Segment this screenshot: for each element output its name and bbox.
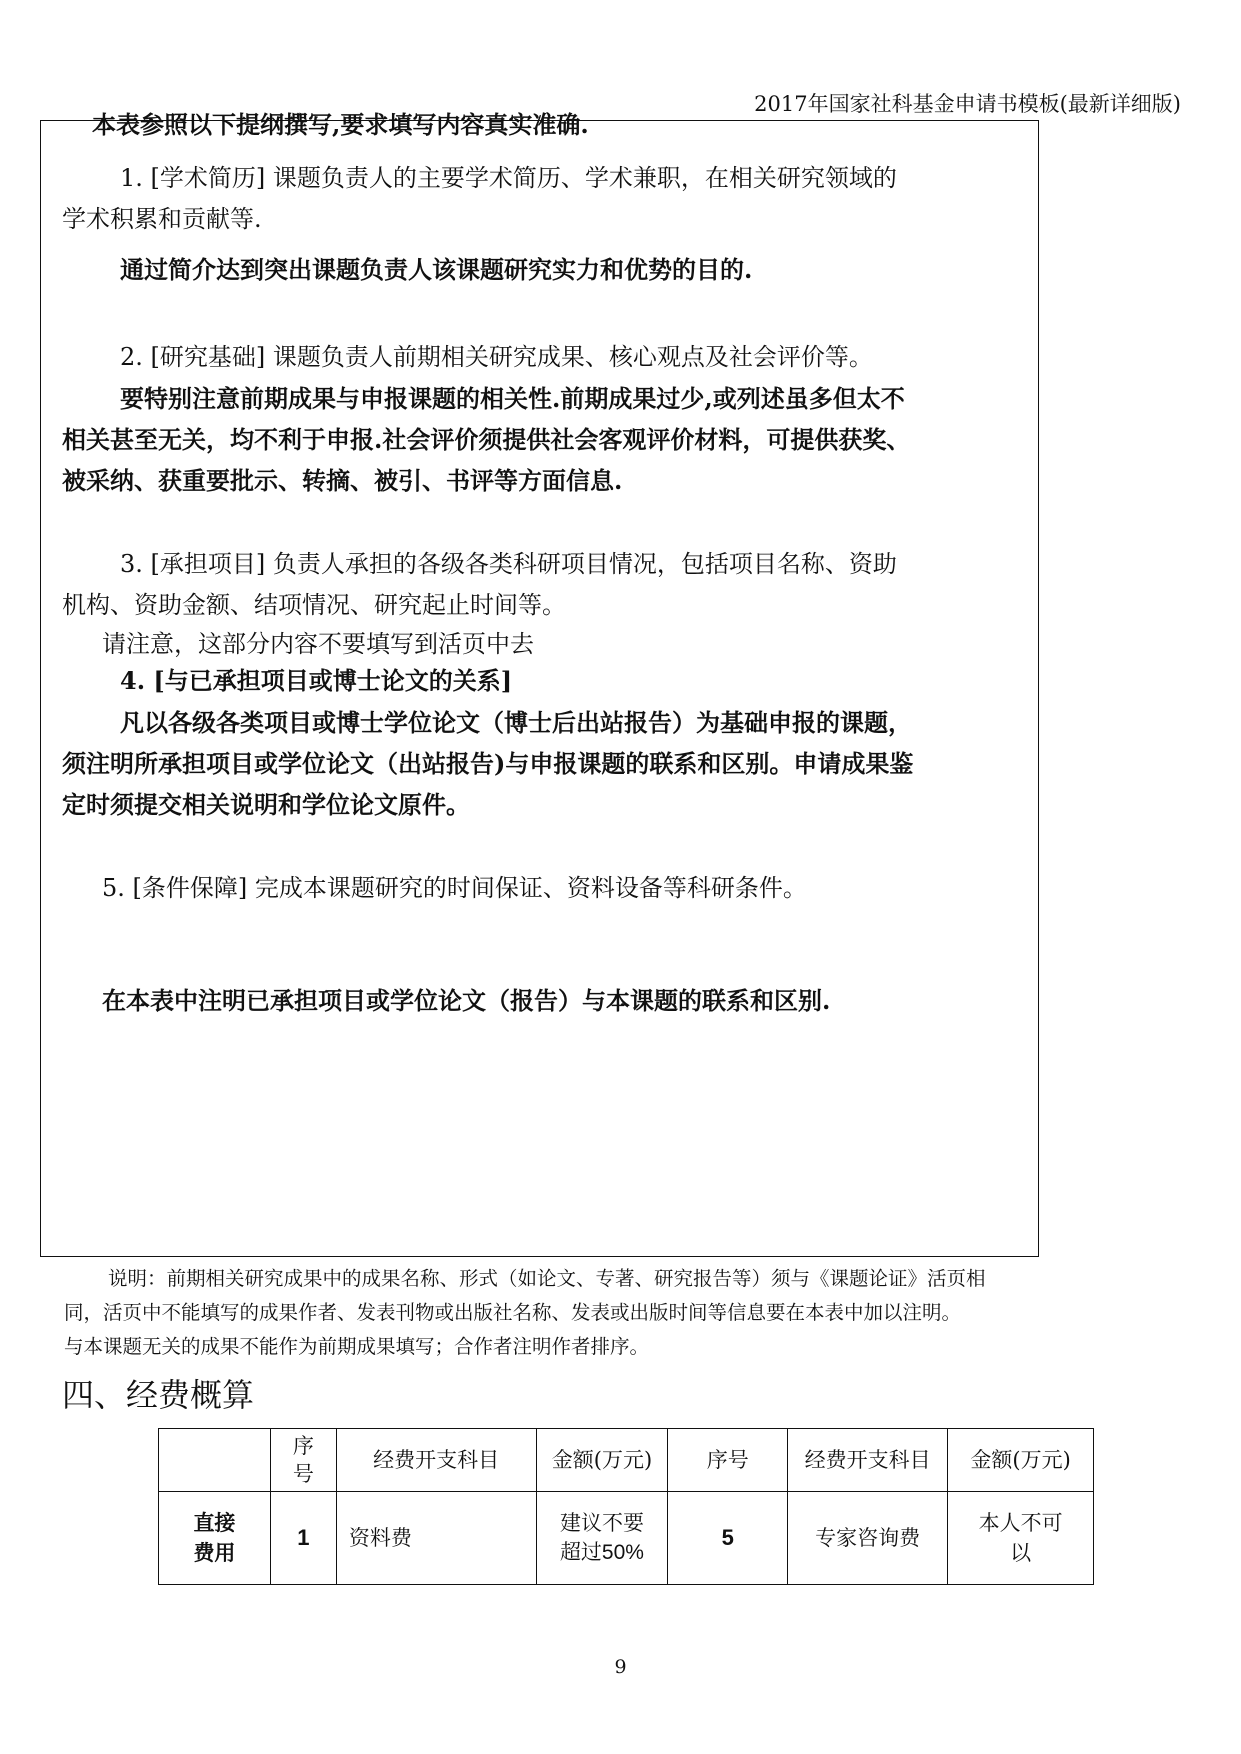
amount-2-line-a: 本人不可	[978, 1511, 1063, 1535]
page-header: 2017年国家社科基金申请书模板(最新详细版)	[754, 92, 1181, 116]
seq-2: 5	[668, 1492, 788, 1585]
closing-text: 在本表中注明已承担项目或学位论文（报告）与本课题的联系和区别.	[102, 986, 831, 1015]
note-line3: 与本课题无关的成果不能作为前期成果填写；合作者注明作者排序。	[64, 1335, 650, 1358]
header-blank	[159, 1429, 271, 1492]
item4-bold1: 凡以各级各类项目或博士学位论文（博士后出站报告）为基础申报的课题，	[120, 708, 912, 737]
section-title: 四、经费概算	[62, 1376, 255, 1414]
amount-1-line-a: 建议不要	[559, 1511, 644, 1535]
amount-2	[948, 1492, 1094, 1585]
item4-title: 4. [与已承担项目或博士论文的关系]	[120, 666, 513, 695]
item2-bold2: 相关甚至无关，均不利于申报.社会评价须提供社会客观评价材料，可提供获奖、	[62, 425, 911, 454]
item1-line2: 学术积累和贡献等.	[62, 205, 262, 233]
amount-1-line-b: 超过50%	[559, 1541, 644, 1564]
subject-2: 专家咨询费	[788, 1492, 948, 1585]
item1-bold: 通过简介达到突出课题负责人该课题研究实力和优势的目的.	[120, 255, 753, 284]
header-seq-2: 序号	[668, 1429, 788, 1492]
fee-row	[159, 1492, 1094, 1585]
fee-table	[158, 1428, 1094, 1585]
intro-text: 本表参照以下提纲撰写,要求填写内容真实准确.	[92, 110, 589, 139]
header-subject-2: 经费开支科目	[788, 1429, 948, 1492]
item2-bold1: 要特别注意前期成果与申报课题的相关性.前期成果过少,或列述虽多但太不	[120, 384, 905, 413]
header-amount-2: 金额(万元)	[948, 1429, 1094, 1492]
item2-line1: 2. [研究基础] 课题负责人前期相关研究成果、核心观点及社会评价等。	[120, 343, 873, 371]
item2-bold3: 被采纳、获重要批示、转摘、被引、书评等方面信息.	[62, 466, 623, 495]
category-cell: 直接费用	[159, 1492, 271, 1585]
item3-line1: 3. [承担项目] 负责人承担的各级各类科研项目情况，包括项目名称、资助	[120, 550, 897, 578]
header-subject-1: 经费开支科目	[336, 1429, 536, 1492]
amount-2-line-b: 以	[1010, 1541, 1032, 1565]
fee-header-row	[159, 1429, 1094, 1492]
item3-line2: 机构、资助金额、结项情况、研究起止时间等。	[62, 591, 566, 619]
page-number: 9	[614, 1656, 627, 1678]
item4-bold2: 须注明所承担项目或学位论文（出站报告)与申报课题的联系和区别。申请成果鉴	[62, 749, 914, 778]
amount-1	[536, 1492, 668, 1585]
item5-line1: 5. [条件保障] 完成本课题研究的时间保证、资料设备等科研条件。	[102, 874, 807, 902]
note-line2: 同，活页中不能填写的成果作者、发表刊物或出版社名称、发表或出版时间等信息要在本表中加以注明。	[64, 1301, 962, 1324]
subject-1: 资料费	[336, 1492, 536, 1585]
header-seq-1: 序号	[270, 1429, 336, 1492]
item4-bold3: 定时须提交相关说明和学位论文原件。	[62, 790, 470, 819]
header-amount-1: 金额(万元)	[536, 1429, 668, 1492]
note-line1: 说明：前期相关研究成果中的成果名称、形式（如论文、专著、研究报告等）须与《课题论证》活页相	[108, 1267, 986, 1290]
item1-line1: 1. [学术简历] 课题负责人的主要学术简历、学术兼职，在相关研究领域的	[120, 164, 897, 192]
seq-1: 1	[270, 1492, 336, 1585]
item3-line3: 请注意，这部分内容不要填写到活页中去	[102, 630, 534, 658]
